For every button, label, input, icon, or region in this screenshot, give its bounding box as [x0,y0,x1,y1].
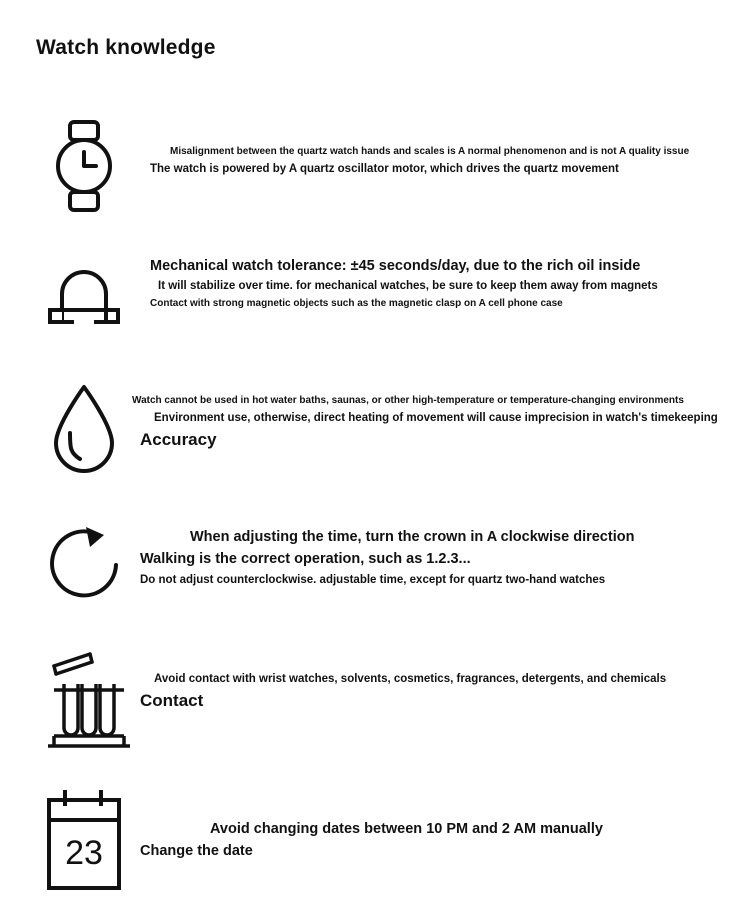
section-heading: Accuracy [140,430,217,450]
calendar-day-number: 23 [65,834,103,872]
section-line: Environment use, otherwise, direct heating of movement will cause imprecision in watch's timekeeping [154,412,718,424]
page-title: Watch knowledge [36,36,216,59]
section-date-text [140,818,740,863]
section-line: Change the date [140,843,253,860]
section-magnetism-text [140,255,740,312]
clockwise-arrow-icon [36,518,132,610]
section-water-resistance [0,375,750,485]
section-line: It will stabilize over time. for mechanical watches, be sure to keep them away from magnets [158,280,658,293]
section-time-setting [0,510,750,625]
horseshoe-magnet-icon [36,255,132,345]
section-line: Avoid contact with wrist watches, solvents, cosmetics, fragrances, detergents, and chemicals [154,673,667,685]
section-line: The watch is powered by A quartz oscillator motor, which drives the quartz movement [150,163,619,175]
section-magnetism [0,245,750,355]
section-line: Contact with strong magnetic objects such as the magnetic clasp on A cell phone case [150,297,563,309]
test-tube-rack-icon [36,644,132,754]
section-line: Mechanical watch tolerance: ±45 seconds/day, due to the rich oil inside [150,258,641,274]
section-line: Walking is the correct operation, such as 1.2.3... [140,551,471,568]
water-drop-icon [36,381,132,477]
section-chemicals [0,640,750,760]
section-line: Misalignment between the quartz watch hands and scales is A normal phenomenon and is not A quality issue [170,146,690,157]
section-water-text [132,393,740,453]
section-line: Watch cannot be used in hot water baths, saunas, or other high-temperature or temperature-changing environments [132,395,684,406]
section-heading: Contact [140,691,204,711]
section-line: Do not adjust counterclockwise. adjustable time, except for quartz two-hand watches [140,573,606,586]
section-time-setting-text [140,526,740,589]
section-line: Avoid changing dates between 10 PM and 2 AM manually [210,821,603,837]
calendar-icon [36,786,132,894]
section-quartz-watch [0,110,750,220]
section-date-change [0,780,750,900]
section-chemicals-text [140,670,740,714]
section-line: When adjusting the time, turn the crown in A clockwise direction [190,529,635,545]
wristwatch-icon [36,118,132,214]
section-quartz-text [140,144,740,178]
